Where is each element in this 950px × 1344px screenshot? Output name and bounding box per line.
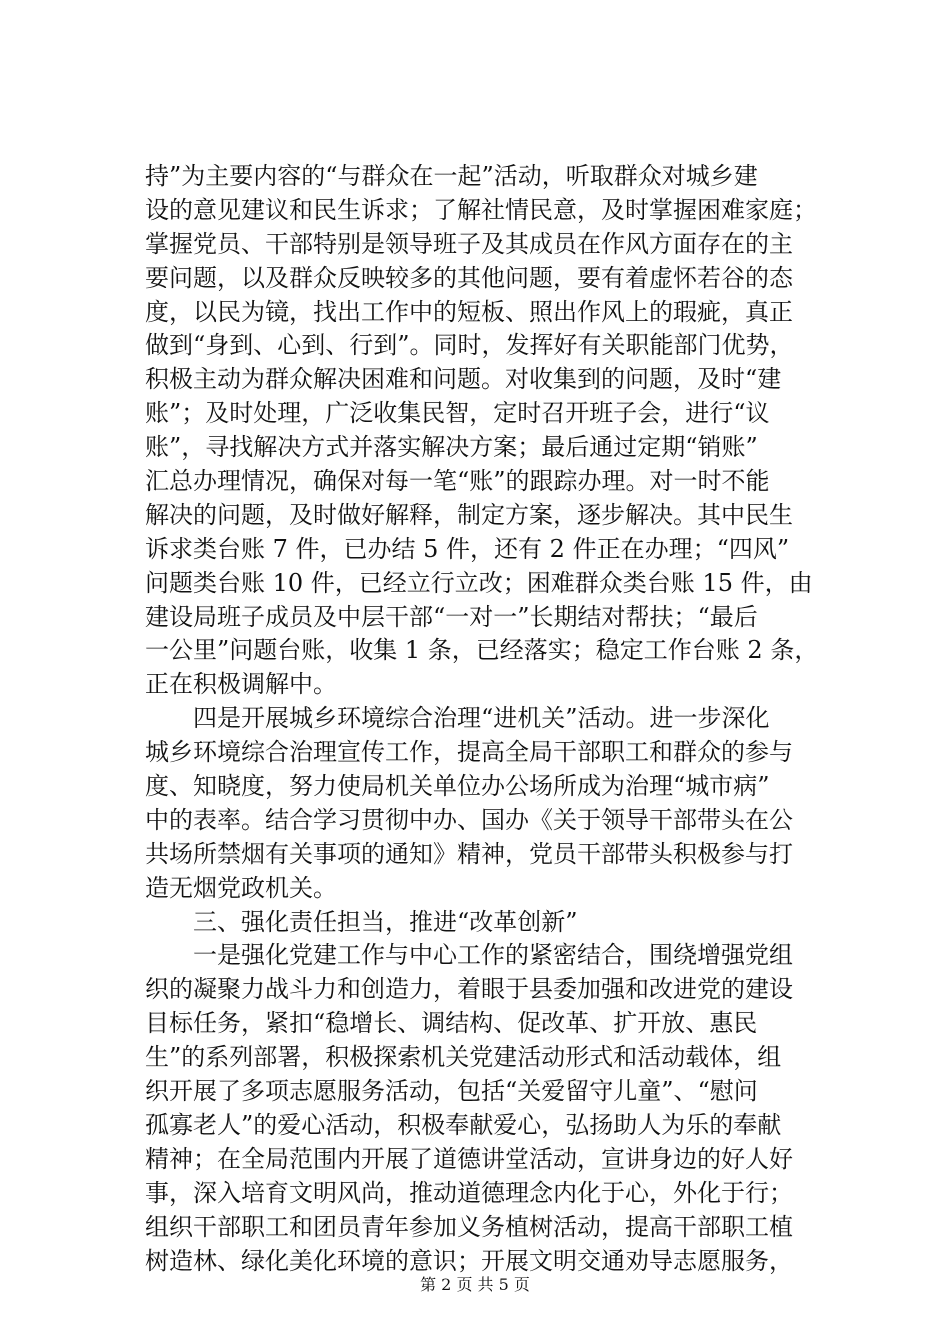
paragraph-start-line: 四是开展城乡环境综合治理“进机关”活动。进一步深化 xyxy=(145,704,770,733)
text-line: 共场所禁烟有关事项的通知》精神，党员干部带头积极参与打 xyxy=(145,839,793,868)
text-line: 诉求类台账 7 件，已办结 5 件，还有 2 件正在办理；“四风” xyxy=(145,534,790,563)
text-line: 做到“身到、心到、行到”。同时，发挥好有关职能部门优势， xyxy=(145,331,794,360)
text-line: 生”的系列部署，积极探索机关党建活动形式和活动载体，组 xyxy=(145,1043,782,1072)
text-line: 事，深入培育文明风尚，推动道德理念内化于心，外化于行； xyxy=(145,1178,793,1207)
text-line: 度，以民为镜，找出工作中的短板、照出作风上的瑕疵，真正 xyxy=(145,297,793,326)
text-line: 持”为主要内容的“与群众在一起”活动，听取群众对城乡建 xyxy=(145,162,758,190)
text-line: 设的意见建议和民生诉求；了解社情民意，及时掌握困难家庭； xyxy=(145,195,817,224)
text-line: 掌握党员、干部特别是领导班子及其成员在作风方面存在的主 xyxy=(145,229,793,258)
text-line: 中的表率。结合学习贯彻中办、国办《关于领导干部带头在公 xyxy=(145,805,793,834)
text-line: 精神；在全局范围内开展了道德讲堂活动，宣讲身边的好人好 xyxy=(145,1144,793,1173)
text-line: 织开展了多项志愿服务活动，包括“关爱留守儿童”、“慰问 xyxy=(145,1077,758,1106)
document-body xyxy=(145,160,835,1278)
text-line: 组织干部职工和团员青年参加义务植树活动，提高干部职工植 xyxy=(145,1212,793,1241)
text-line: 造无烟党政机关。 xyxy=(145,873,337,902)
text-line: 建设局班子成员及中层干部“一对一”长期结对帮扶；“最后 xyxy=(145,602,758,631)
text-line: 目标任务，紧扣“稳增长、调结构、促改革、扩开放、惠民 xyxy=(145,1009,758,1038)
text-line: 账”，寻找解决方式并落实解决方案；最后通过定期“销账” xyxy=(145,433,758,462)
text-line: 问题类台账 10 件，已经立行立改；困难群众类台账 15 件，由 xyxy=(145,568,813,597)
text-line: 账”；及时处理，广泛收集民智，定时召开班子会，进行“议 xyxy=(145,399,770,428)
text-line: 度、知晓度，努力使局机关单位办公场所成为治理“城市病” xyxy=(145,772,770,801)
text-line: 正在积极调解中。 xyxy=(145,670,337,699)
text-line: 城乡环境综合治理宣传工作，提高全局干部职工和群众的参与 xyxy=(145,738,793,767)
section-heading: 三、强化责任担当，推进“改革创新” xyxy=(145,907,578,936)
text-line: 树造林、绿化美化环境的意识；开展文明交通劝导志愿服务， xyxy=(145,1246,793,1275)
text-line: 一公里”问题台账，收集 1 条，已经落实；稳定工作台账 2 条， xyxy=(145,636,819,665)
text-line: 织的凝聚力战斗力和创造力，着眼于县委加强和改进党的建设 xyxy=(145,975,793,1004)
text-line: 解决的问题，及时做好解释，制定方案，逐步解决。其中民生 xyxy=(145,500,793,529)
text-line: 汇总办理情况，确保对每一笔“账”的跟踪办理。对一时不能 xyxy=(145,467,770,496)
paragraph-start-line: 一是强化党建工作与中心工作的紧密结合，围绕增强党组 xyxy=(145,941,793,970)
text-line: 积极主动为群众解决困难和问题。对收集到的问题，及时“建 xyxy=(145,365,782,394)
text-line: 孤寡老人”的爱心活动，积极奉献爱心，弘扬助人为乐的奉献 xyxy=(145,1110,782,1139)
page-number-footer: 第 2 页 共 5 页 xyxy=(420,1275,530,1294)
text-line: 要问题，以及群众反映较多的其他问题，要有着虚怀若谷的态 xyxy=(145,263,793,292)
